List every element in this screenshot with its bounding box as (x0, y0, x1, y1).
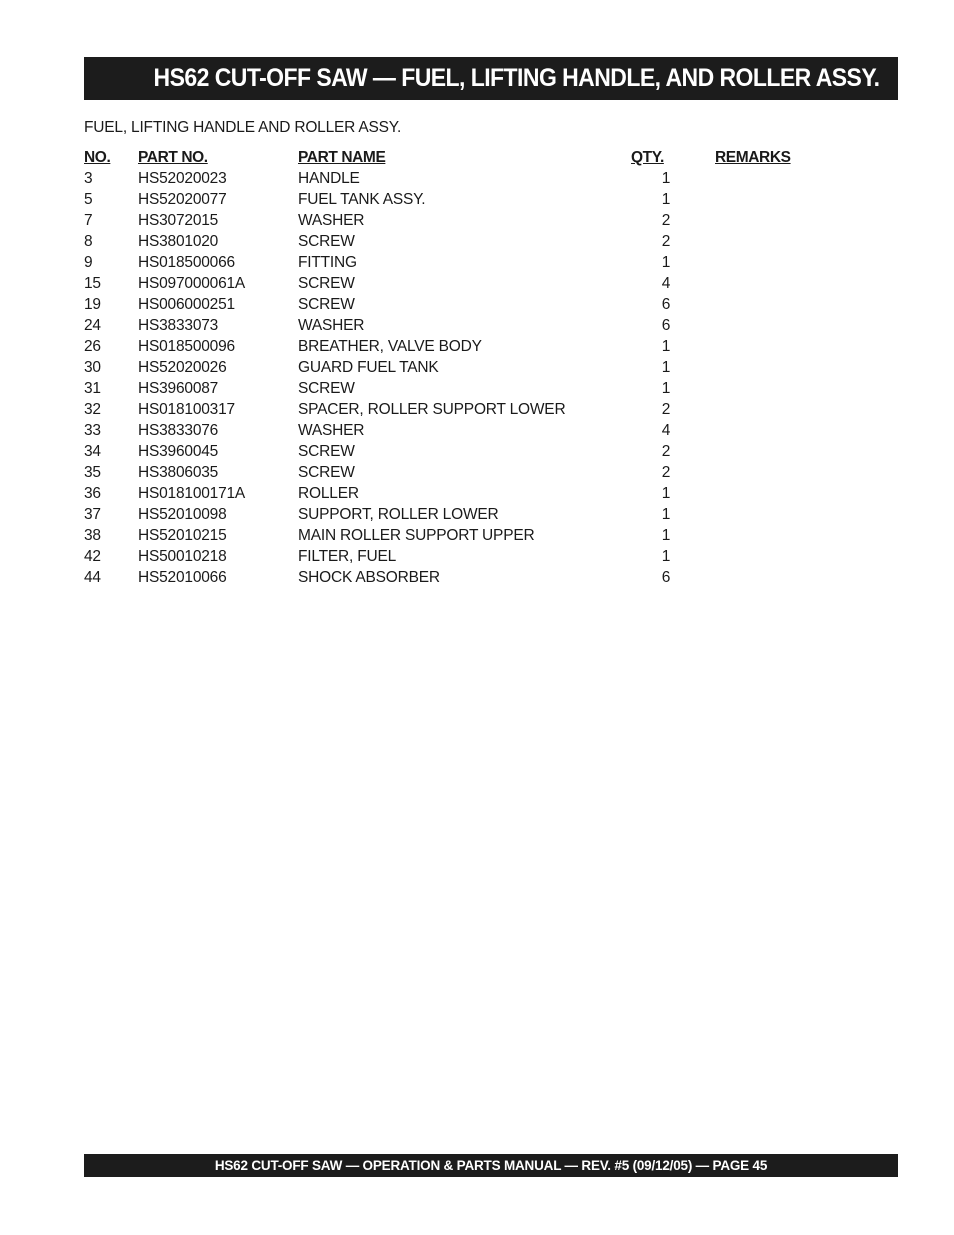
cell-part-no: HS3960045 (138, 443, 219, 460)
cell-part-name: FUEL TANK ASSY. (298, 191, 426, 208)
cell-no: 44 (84, 569, 101, 586)
cell-no: 31 (84, 380, 101, 397)
table-row (84, 546, 835, 567)
cell-qty: 6 (661, 296, 671, 313)
table-row (84, 504, 835, 525)
parts-table-body (84, 168, 835, 588)
cell-no: 26 (84, 338, 101, 355)
section-title: FUEL, LIFTING HANDLE AND ROLLER ASSY. (84, 119, 402, 136)
cell-remarks (715, 483, 835, 504)
cell-no: 9 (84, 254, 93, 271)
table-row (84, 231, 835, 252)
table-row (84, 210, 835, 231)
cell-qty: 1 (661, 380, 671, 397)
cell-qty: 1 (661, 527, 671, 544)
table-row (84, 336, 835, 357)
cell-remarks (715, 420, 835, 441)
cell-part-no: HS3801020 (138, 233, 219, 250)
cell-part-name: HANDLE (298, 170, 360, 187)
cell-part-name: MAIN ROLLER SUPPORT UPPER (298, 527, 535, 544)
cell-part-name: SCREW (298, 296, 355, 313)
cell-part-no: HS3833073 (138, 317, 219, 334)
column-header-part-name: PART NAME (298, 149, 386, 166)
cell-part-no: HS52010215 (138, 527, 227, 544)
table-row (84, 483, 835, 504)
cell-remarks (715, 378, 835, 399)
footer-text: HS62 CUT-OFF SAW — OPERATION & PARTS MANUAL — REV. #5 (09/12/05) — PAGE 45 (214, 1158, 768, 1173)
cell-no: 42 (84, 548, 101, 565)
cell-no: 35 (84, 464, 101, 481)
table-row (84, 525, 835, 546)
cell-no: 36 (84, 485, 101, 502)
cell-qty: 2 (661, 443, 671, 460)
table-row (84, 168, 835, 189)
cell-remarks (715, 231, 835, 252)
column-header-no: NO. (84, 149, 111, 166)
cell-part-no: HS52010098 (138, 506, 227, 523)
cell-part-name: SCREW (298, 275, 355, 292)
cell-no: 24 (84, 317, 101, 334)
cell-qty: 4 (661, 275, 671, 292)
cell-part-no: HS018500066 (138, 254, 235, 271)
cell-part-no: HS52020026 (138, 359, 227, 376)
cell-no: 5 (84, 191, 93, 208)
cell-remarks (715, 168, 835, 189)
cell-qty: 2 (661, 212, 671, 229)
cell-part-name: WASHER (298, 212, 365, 229)
cell-part-name: ROLLER (298, 485, 359, 502)
table-row (84, 462, 835, 483)
cell-remarks (715, 441, 835, 462)
cell-part-no: HS3833076 (138, 422, 219, 439)
cell-remarks (715, 252, 835, 273)
cell-part-no: HS3072015 (138, 212, 219, 229)
cell-no: 37 (84, 506, 101, 523)
table-row (84, 294, 835, 315)
cell-qty: 6 (661, 569, 671, 586)
cell-no: 15 (84, 275, 101, 292)
cell-part-no: HS52020023 (138, 170, 227, 187)
cell-qty: 2 (661, 464, 671, 481)
cell-part-name: BREATHER, VALVE BODY (298, 338, 482, 355)
cell-part-name: SPACER, ROLLER SUPPORT LOWER (298, 401, 566, 418)
cell-remarks (715, 189, 835, 210)
table-row (84, 567, 835, 588)
cell-no: 3 (84, 170, 93, 187)
cell-part-name: WASHER (298, 422, 365, 439)
cell-qty: 1 (661, 359, 671, 376)
cell-remarks (715, 210, 835, 231)
table-row (84, 420, 835, 441)
cell-no: 33 (84, 422, 101, 439)
cell-part-name: GUARD FUEL TANK (298, 359, 439, 376)
cell-no: 34 (84, 443, 101, 460)
cell-part-no: HS50010218 (138, 548, 227, 565)
cell-part-name: SCREW (298, 233, 355, 250)
cell-remarks (715, 567, 835, 588)
cell-no: 32 (84, 401, 101, 418)
table-row (84, 315, 835, 336)
cell-no: 8 (84, 233, 93, 250)
cell-no: 30 (84, 359, 101, 376)
cell-part-no: HS018100317 (138, 401, 235, 418)
cell-part-name: SUPPORT, ROLLER LOWER (298, 506, 499, 523)
cell-part-no: HS018100171A (138, 485, 246, 502)
cell-qty: 2 (661, 401, 671, 418)
cell-remarks (715, 336, 835, 357)
cell-part-name: SCREW (298, 464, 355, 481)
cell-qty: 1 (661, 338, 671, 355)
cell-part-name: SHOCK ABSORBER (298, 569, 440, 586)
table-header-row (84, 147, 835, 168)
cell-remarks (715, 399, 835, 420)
cell-part-name: FILTER, FUEL (298, 548, 397, 565)
cell-qty: 1 (661, 170, 671, 187)
cell-part-name: FITTING (298, 254, 357, 271)
cell-remarks (715, 462, 835, 483)
cell-qty: 2 (661, 233, 671, 250)
cell-part-no: HS52020077 (138, 191, 227, 208)
cell-remarks (715, 504, 835, 525)
cell-remarks (715, 273, 835, 294)
cell-part-no: HS097000061A (138, 275, 246, 292)
column-header-qty: QTY. (631, 149, 664, 166)
cell-part-no: HS3806035 (138, 464, 219, 481)
cell-qty: 1 (661, 191, 671, 208)
cell-qty: 1 (661, 548, 671, 565)
page-title-bar (84, 57, 898, 100)
column-header-part-no: PART NO. (138, 149, 208, 166)
cell-part-name: WASHER (298, 317, 365, 334)
cell-remarks (715, 357, 835, 378)
column-header-remarks: REMARKS (715, 149, 791, 166)
cell-qty: 1 (661, 254, 671, 271)
cell-part-name: SCREW (298, 380, 355, 397)
footer-bar (84, 1154, 898, 1177)
table-row (84, 357, 835, 378)
cell-part-no: HS006000251 (138, 296, 235, 313)
cell-qty: 1 (661, 485, 671, 502)
parts-table (84, 147, 835, 588)
cell-qty: 1 (661, 506, 671, 523)
cell-remarks (715, 546, 835, 567)
cell-remarks (715, 294, 835, 315)
cell-remarks (715, 525, 835, 546)
cell-part-no: HS3960087 (138, 380, 219, 397)
page-title: HS62 CUT-OFF SAW — FUEL, LIFTING HANDLE, AND ROLLER ASSY. (153, 64, 879, 92)
cell-part-name: SCREW (298, 443, 355, 460)
cell-no: 19 (84, 296, 101, 313)
cell-qty: 6 (661, 317, 671, 334)
table-row (84, 252, 835, 273)
table-row (84, 441, 835, 462)
cell-no: 7 (84, 212, 93, 229)
table-row (84, 189, 835, 210)
table-row (84, 378, 835, 399)
cell-part-no: HS018500096 (138, 338, 235, 355)
cell-qty: 4 (661, 422, 671, 439)
cell-no: 38 (84, 527, 101, 544)
table-row (84, 399, 835, 420)
cell-remarks (715, 315, 835, 336)
table-row (84, 273, 835, 294)
cell-part-no: HS52010066 (138, 569, 227, 586)
